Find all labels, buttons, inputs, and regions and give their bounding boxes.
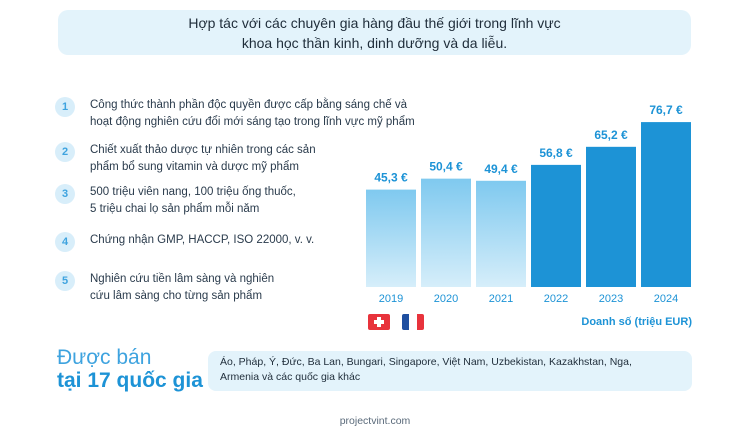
number-badge-icon: 1: [55, 97, 75, 117]
feature-text: Nghiên cứu tiền lâm sàng và nghiên: [90, 273, 275, 285]
x-tick-2023: 2023: [598, 293, 624, 305]
x-tick-2022: 2022: [543, 293, 569, 305]
data-label-2023: 65,2 €: [594, 127, 628, 142]
bar-2020: [421, 179, 471, 287]
feature-text: phẩm bổ sung vitamin và dược mỹ phẩm: [90, 161, 299, 173]
x-tick-2024: 2024: [653, 293, 679, 305]
feature-text: cứu lâm sàng cho từng sản phẩm: [90, 290, 263, 302]
chart-ylabel: Doanh số (triệu EUR): [581, 316, 692, 328]
bar-2024: [641, 122, 691, 287]
header-banner: [58, 10, 691, 55]
data-label-2024: 76,7 €: [649, 103, 683, 118]
data-label-2020: 50,4 €: [429, 159, 463, 174]
feature-text: Công thức thành phần độc quyền được cấp bằng sáng chế và: [90, 99, 408, 111]
data-label-2021: 49,4 €: [484, 161, 518, 176]
header-line-2: khoa học thần kinh, dinh dưỡng và da liễu.: [241, 34, 508, 51]
x-tick-2021: 2021: [488, 293, 514, 305]
data-label-2022: 56,8 €: [539, 145, 573, 160]
french-flag-icon: [402, 314, 424, 330]
sold-line-1: Được bán: [57, 346, 152, 369]
number-badge-icon: 4: [55, 232, 75, 252]
footer-website[interactable]: projectvint.com: [339, 415, 411, 427]
feature-text: Chứng nhận GMP, HACCP, ISO 22000, v. v.: [90, 234, 315, 246]
feature-text: 5 triệu chai lọ sản phẩm mỗi năm: [90, 203, 260, 215]
feature-text: hoạt động nghiên cứu đổi mới sáng tạo trong lĩnh vực mỹ phẩm: [90, 116, 415, 128]
revenue-bar-chart: [358, 88, 698, 308]
sold-countries-heading: [57, 346, 203, 392]
bar-2022: [531, 165, 581, 287]
x-tick-2019: 2019: [378, 293, 404, 305]
feature-text: Chiết xuất thảo dược tự nhiên trong các sản: [90, 144, 316, 156]
sold-line-2: tại 17 quốc gia: [57, 369, 203, 392]
bar-2019: [366, 190, 416, 287]
header-line-1: Hợp tác với các chuyên gia hàng đầu thế giới trong lĩnh vực: [188, 14, 561, 31]
swiss-flag-icon: [368, 314, 390, 330]
feature-text: 500 triệu viên nang, 100 triệu ống thuốc,: [90, 186, 296, 198]
bar-2023: [586, 147, 636, 287]
data-label-2019: 45,3 €: [374, 170, 408, 185]
x-tick-2020: 2020: [433, 293, 459, 305]
number-badge-icon: 5: [55, 271, 75, 291]
bar-2021: [476, 181, 526, 287]
countries-line-1: Áo, Pháp, Ý, Đức, Ba Lan, Bungari, Singapore, Việt Nam, Uzbekistan, Kazakhstan, Nga,: [220, 356, 632, 368]
countries-line-2: Armenia và các quốc gia khác: [220, 371, 361, 383]
number-badge-icon: 3: [55, 184, 75, 204]
countries-list: [208, 351, 692, 391]
number-badge-icon: 2: [55, 142, 75, 162]
